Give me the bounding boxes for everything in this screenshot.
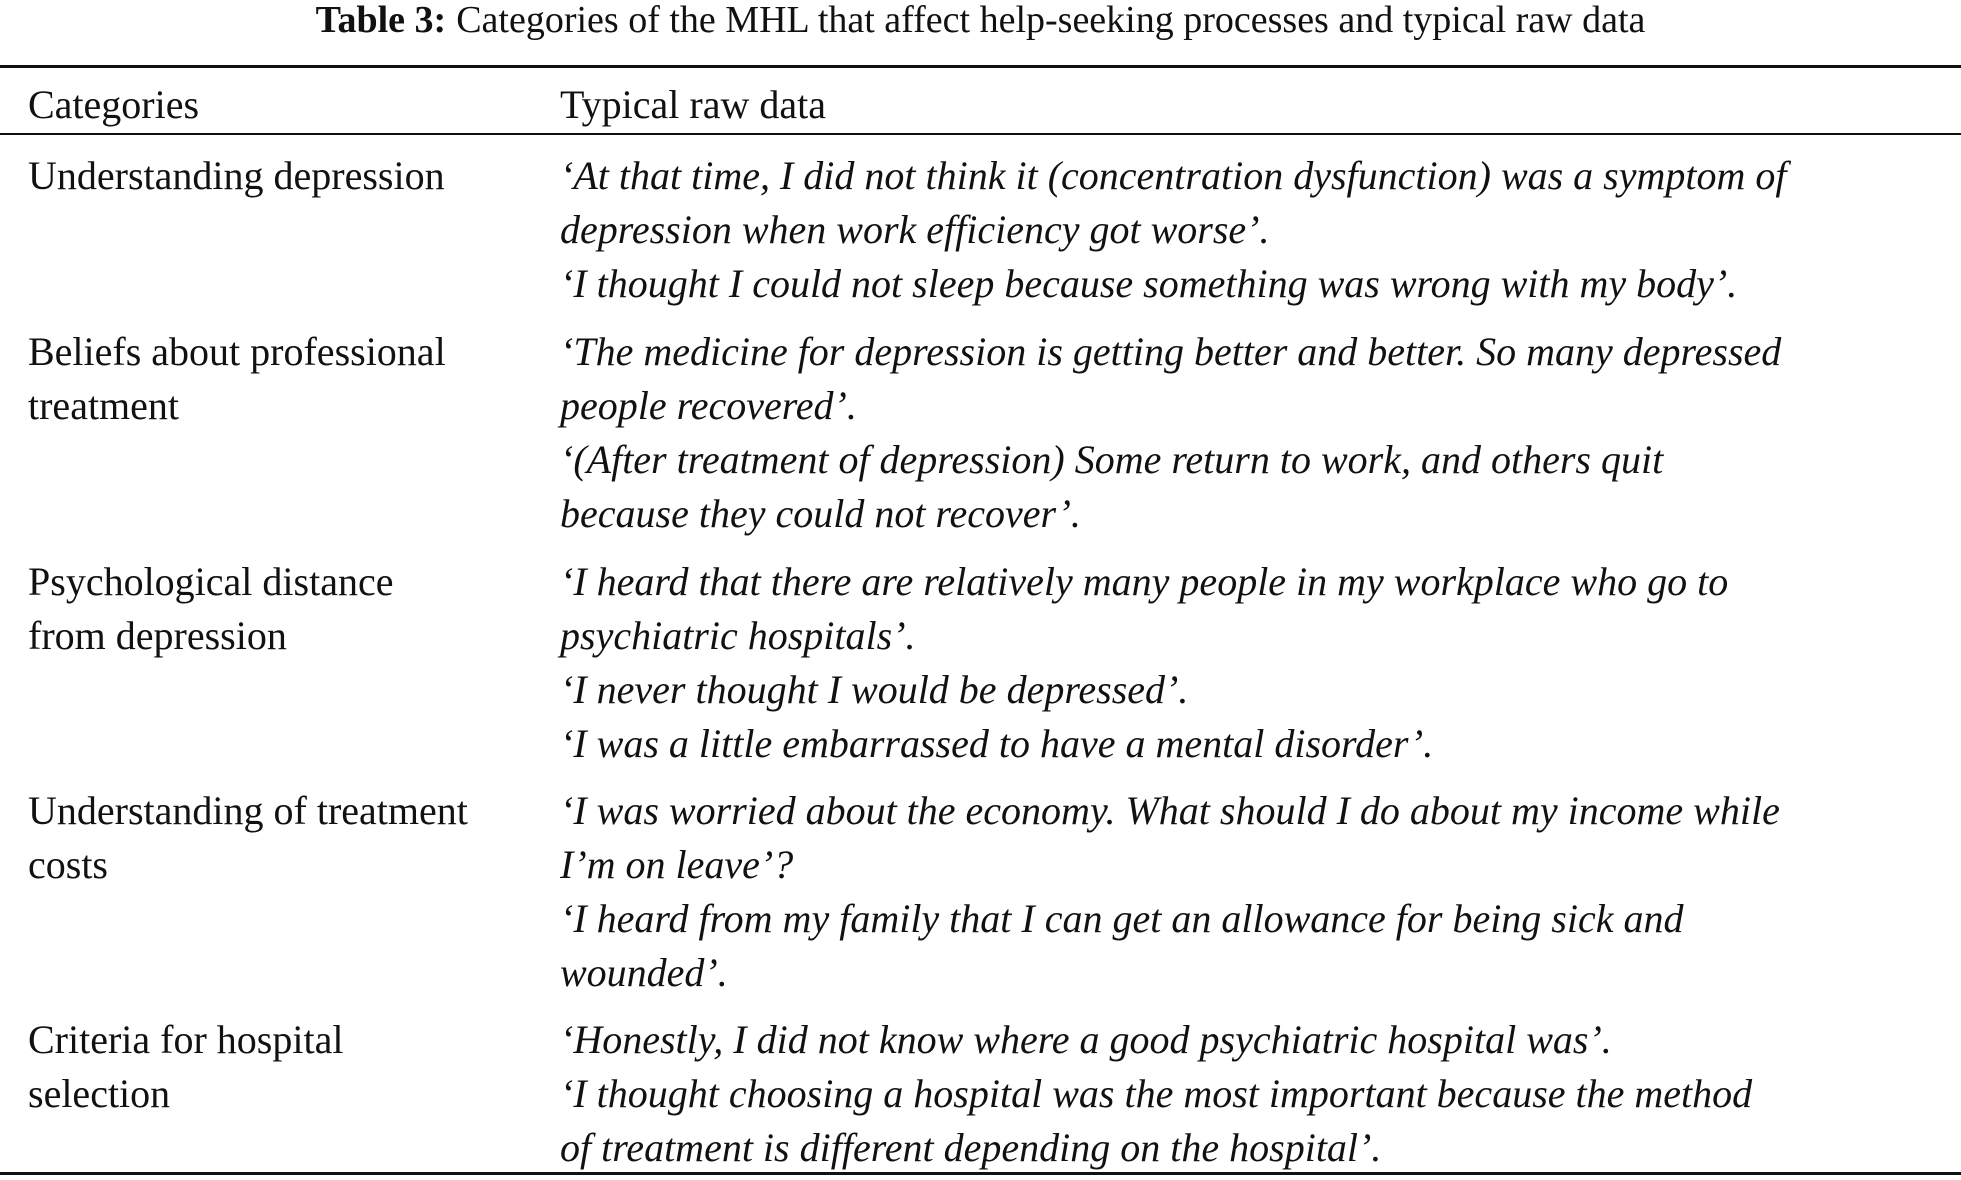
quote-line: ‘I thought I could not sleep because something was wrong with my body’. (560, 261, 1738, 306)
raw-data-cell (560, 555, 1950, 771)
raw-data-cell (560, 784, 1950, 1000)
quote-line: ‘(After treatment of depression) Some return to work, and others quit (560, 437, 1664, 482)
quote-line: ‘I never thought I would be depressed’. (560, 667, 1189, 712)
table-top-rule (0, 65, 1961, 68)
category-text: Beliefs about professional (28, 329, 446, 374)
quote-line: ‘I was a little embarrassed to have a mental disorder’. (560, 721, 1434, 766)
table-header-rule (0, 133, 1961, 135)
quote-line: ‘Honestly, I did not know where a good psychiatric hospital was’. (560, 1017, 1612, 1062)
category-cell (28, 325, 548, 433)
category-text: Psychological distance (28, 559, 394, 604)
quote-line: ‘At that time, I did not think it (concentration dysfunction) was a symptom of (560, 153, 1787, 198)
category-text: Understanding depression (28, 153, 445, 198)
raw-data-cell (560, 149, 1950, 311)
quote-line: of treatment is different depending on the hospital’. (560, 1125, 1382, 1170)
table-caption (0, 0, 1961, 40)
raw-data-cell (560, 325, 1950, 541)
category-cell (28, 1013, 548, 1121)
category-cell (28, 149, 548, 203)
quote-line: ‘The medicine for depression is getting better and better. So many depressed (560, 329, 1782, 374)
header-categories: Categories (28, 82, 200, 127)
category-text: Understanding of treatment (28, 788, 468, 833)
category-cell (28, 555, 548, 663)
quote-line: wounded’. (560, 950, 728, 995)
quote-line: ‘I heard from my family that I can get an allowance for being sick and (560, 896, 1684, 941)
quote-line: psychiatric hospitals’. (560, 613, 916, 658)
table-caption-label: Table 3: (315, 0, 447, 41)
category-text: treatment (28, 383, 180, 428)
category-text: Criteria for hospital (28, 1017, 344, 1062)
quote-line: I’m on leave’? (560, 842, 794, 887)
raw-data-cell (560, 1013, 1950, 1175)
category-text: costs (28, 842, 108, 887)
quote-line: ‘I was worried about the economy. What should I do about my income while (560, 788, 1780, 833)
table-caption-text: Categories of the MHL that affect help-seeking processes and typical raw data (456, 0, 1646, 41)
table-bottom-rule (0, 1172, 1961, 1175)
quote-line: ‘I thought choosing a hospital was the most important because the method (560, 1071, 1753, 1116)
header-typical-raw-data: Typical raw data (560, 82, 826, 127)
quote-line: ‘I heard that there are relatively many people in my workplace who go to (560, 559, 1729, 604)
category-text: selection (28, 1071, 171, 1116)
category-text: from depression (28, 613, 287, 658)
quote-line: people recovered’. (560, 383, 857, 428)
quote-line: because they could not recover’. (560, 491, 1081, 536)
category-cell (28, 784, 548, 892)
quote-line: depression when work efficiency got worse’. (560, 207, 1270, 252)
